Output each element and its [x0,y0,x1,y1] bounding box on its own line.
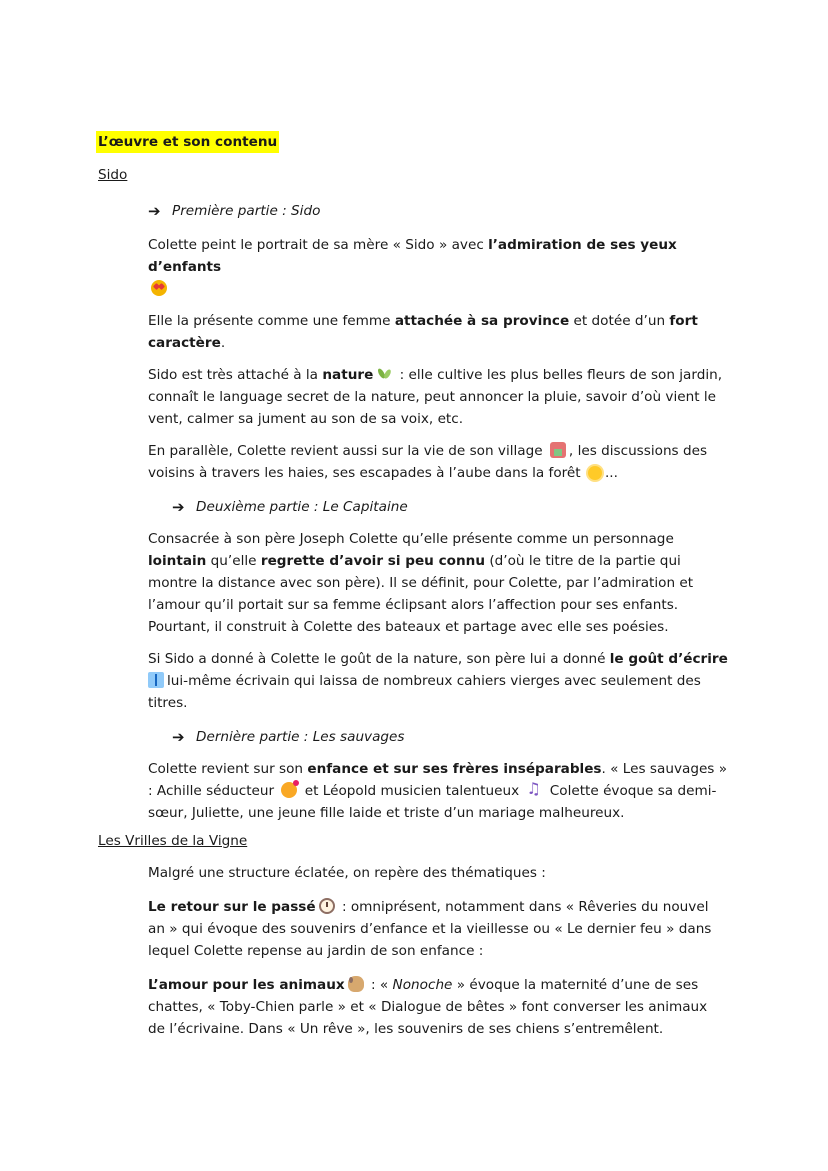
part-label: Dernière partie : Les sauvages [196,729,405,745]
paragraph-portrait: Colette peint le portrait de sa mère « Sido » avec l’admiration de ses yeux d’enfants [148,234,728,300]
paragraph-animals: L’amour pour les animaux : « Nonoche » évoque la maternité d’une de ses chattes, « Toby-Chien parle » et « Dialogue de bêtes » font converser les animaux de l’écrivaine. Dans « Un rêve », les souvenirs de ses chiens s’entremêlent. [148,977,708,1037]
heart-face-icon [281,782,297,798]
paragraph-past: Le retour sur le passé : omniprésent, notamment dans « Rêveries du nouvel an » qui évoque des souvenirs d’enfance et la vieillesse ou « Le dernier feu » dans lequel Colette repense au jardin de son enfance : [148,899,712,959]
music-notes-icon [526,782,542,798]
document-body [98,131,738,1040]
dog-icon [348,976,364,992]
part-label: Première partie : Sido [172,203,321,219]
part-label: Deuxième partie : Le Capitaine [196,499,408,515]
arrow-icon: ➔ [172,728,185,746]
document-heading: L’œuvre et son contenu [96,131,279,153]
open-book-icon [148,672,164,688]
paragraph-province: Elle la présente comme une femme attachée à sa province et dotée d’un fort caractère. [148,313,698,351]
sun-icon [588,466,602,480]
section-title-vrilles: Les Vrilles de la Vigne [98,833,248,849]
paragraph-nature: Sido est très attaché à la nature : elle cultive les plus belles fleurs de son jardin, connaît le language secret de la nature, peut annoncer la pluie, savoir d’où vient le vent, calmer sa jument au son de sa voix, etc. [148,367,723,427]
paragraph-brothers: Colette revient sur son enfance et sur ses frères inséparables. « Les sauvages » : Achille séducteur et Léopold musicien talentueux ♫ Colette évoque sa demi-sœur, Juliette, une jeune fille laide et triste d’un mariage malheureux. [148,758,728,824]
paragraph-father: Consacrée à son père Joseph Colette qu’elle présente comme un personnage lointain qu’elle regrette d’avoir si peu connu (d’où le titre de la partie qui montre la distance avec son père). Il se définit, pour Colette, par l’admiration et l’amour qu’il portait sur sa femme éclipsant alors l’affection pour ses enfants. Pourtant, il construit à Colette des bateaux et partage avec elle ses poésies. [148,531,694,635]
part-heading-1 [148,200,738,222]
paragraph-village: En parallèle, Colette revient aussi sur la vie de son village , les discussions des voisins à travers les haies, ses escapades à l’aube dans la forêt ... [148,443,708,481]
arrow-icon: ➔ [172,498,185,516]
mantelpiece-clock-icon [319,898,335,914]
paragraph-themes-intro: Malgré une structure éclatée, on repère des thématiques : [148,865,546,881]
house-garden-icon [550,442,566,458]
paragraph-writing: Si Sido a donné à Colette le goût de la nature, son père lui a donné le goût d’écrire lui-même écrivain qui laissa de nombreux cahiers vierges avec seulement des titres. [148,651,728,711]
part-heading-3 [172,726,738,748]
part-heading-2 [172,496,738,518]
section-title-sido: Sido [98,167,128,183]
star-struck-face-icon [151,280,167,296]
arrow-icon: ➔ [148,202,161,220]
herb-icon [376,366,392,382]
